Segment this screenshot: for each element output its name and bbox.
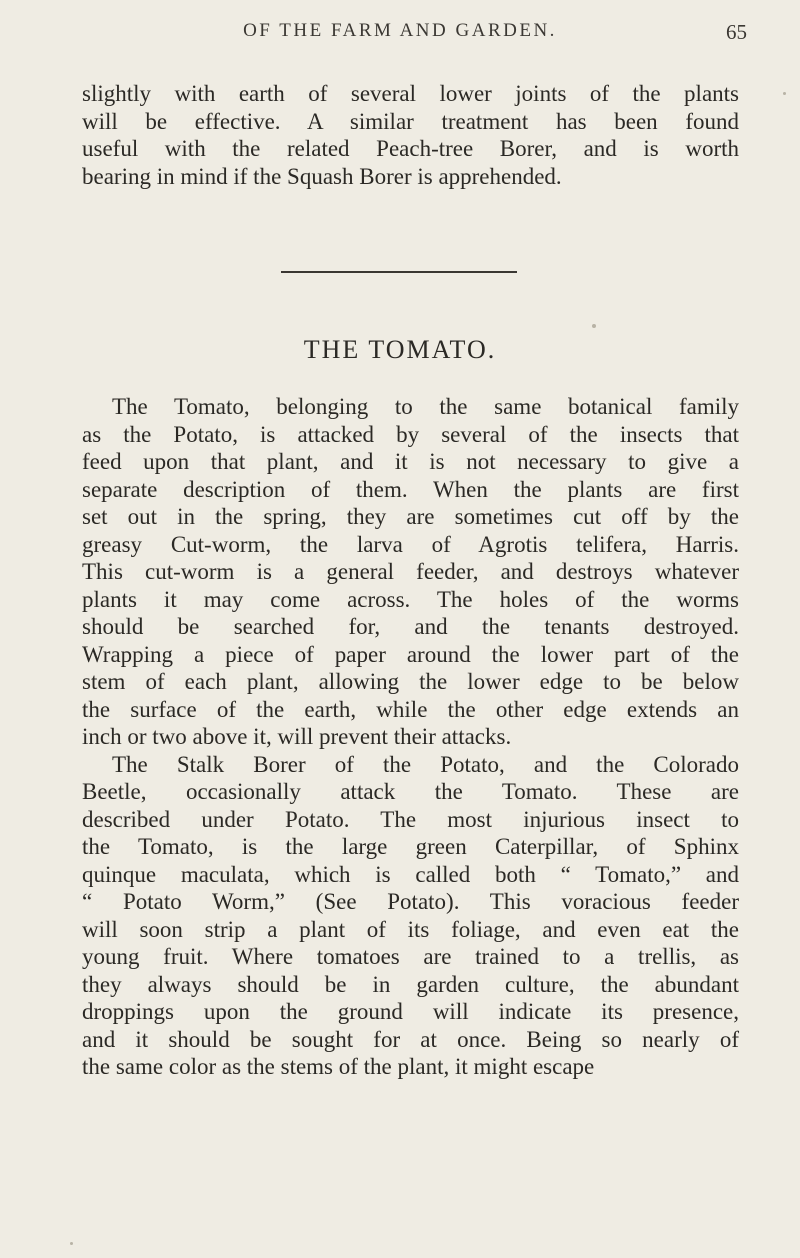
text-line: slightly with earth of several lower joints of the plants	[82, 81, 739, 106]
text-line: “ Potato Worm,” (See Potato). This voracious feeder	[82, 889, 739, 914]
text-line: feed upon that plant, and it is not necessary to give a	[82, 449, 739, 474]
text-line: will soon strip a plant of its foliage, and even eat the	[82, 916, 739, 942]
text-line: young fruit. Where tomatoes are trained to a trellis, as	[82, 944, 739, 969]
running-title: OF THE FARM AND GARDEN.	[243, 20, 557, 41]
text-line: stem of each plant, allowing the lower edge to be below	[82, 669, 739, 694]
page-number: 65	[726, 20, 747, 44]
text-line: the surface of the earth, while the other edge extends an	[82, 696, 739, 722]
text-line: This cut-worm is a general feeder, and destroys whatever	[82, 559, 739, 584]
text-line: should be searched for, and the tenants destroyed.	[82, 614, 739, 639]
text-line: bearing in mind if the Squash Borer is apprehended.	[82, 163, 562, 189]
text-line: as the Potato, is attacked by several of the insects that	[82, 421, 739, 447]
running-header	[0, 20, 800, 50]
intro-paragraph	[82, 80, 739, 190]
paper-speck	[783, 92, 786, 95]
text-line: will be effective. A similar treatment has been found	[82, 108, 739, 134]
text-line: The Stalk Borer of the Potato, and the Colorado	[112, 751, 739, 777]
text-line: greasy Cut-worm, the larva of Agrotis telifera, Harris.	[82, 531, 739, 557]
tomato-section-body	[82, 393, 739, 1081]
text-line: separate description of them. When the plants are first	[82, 476, 739, 502]
text-line: droppings upon the ground will indicate its presence,	[82, 999, 739, 1024]
text-line: described under Potato. The most injurious insect to	[82, 806, 739, 832]
section-title: THE TOMATO.	[303, 335, 497, 364]
text-line: useful with the related Peach-tree Borer, and is worth	[82, 136, 739, 161]
paper-speck	[70, 1242, 73, 1245]
text-line: and it should be sought for at once. Being so nearly of	[82, 1026, 739, 1052]
text-line: quinque maculata, which is called both “ Tomato,” and	[82, 861, 739, 887]
text-line: Wrapping a piece of paper around the lower part of the	[82, 641, 739, 667]
text-line: set out in the spring, they are sometimes cut off by the	[82, 504, 739, 529]
text-line: inch or two above it, will prevent their attacks.	[82, 724, 512, 749]
section-divider	[281, 271, 517, 273]
text-line: they always should be in garden culture, the abundant	[82, 971, 739, 997]
text-line: plants it may come across. The holes of the worms	[82, 586, 739, 612]
text-line: the same color as the stems of the plant, it might escape	[82, 1054, 595, 1079]
text-line: the Tomato, is the large green Caterpillar, of Sphinx	[82, 834, 739, 859]
text-line: The Tomato, belonging to the same botanical family	[112, 394, 739, 419]
paper-speck	[592, 324, 596, 328]
text-line: Beetle, occasionally attack the Tomato. These are	[82, 779, 739, 804]
